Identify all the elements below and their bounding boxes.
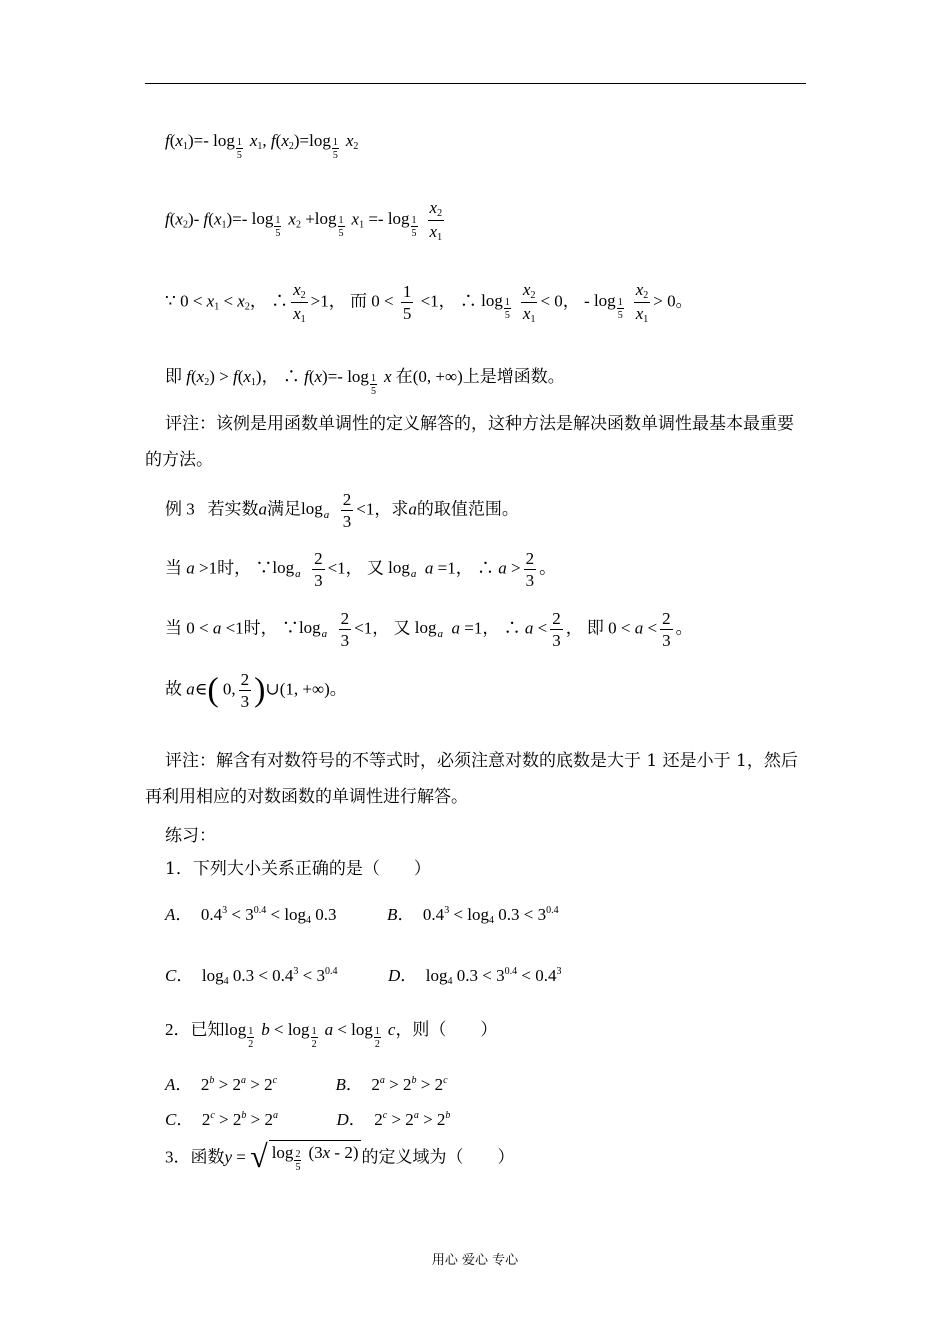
q1-options-ab: A． $0.4^3 < 3^{0.4} < \log_4 0.3$ B． $0.4^3 < \log_4 0.3 < 3^{0.4}$: [165, 905, 559, 926]
example-3: 例 3 若实数a满足log a $\frac{2}{3}$ <1，求a的取值范围。: [165, 490, 519, 531]
question-1: 1．下列大小关系正确的是（ ）: [165, 859, 431, 879]
question-3: 3．函数y = √ log 2 5 (3x - 2) 的定义域为（ ）: [165, 1140, 514, 1177]
q2-options-cd: C． $2^c > 2^b > 2^a$ D． $2^c > 2^a > 2^b$: [165, 1110, 451, 1129]
header-rule: [145, 83, 806, 84]
answer-range: 故 a∈( 0, $\frac{2}{3}$ )∪(1, +∞)。: [165, 670, 347, 711]
q1-options-cd: C． $\log_4 0.3 < 0.4^3 < 3^{0.4}$ D． $\log_4 0.3 < 3^{0.4} < 0.4^3$: [165, 966, 562, 987]
commentary-2: 评注：解含有对数符号的不等式时，必须注意对数的底数是大于 1 还是小于 1，然后再利用相应的对数函数的单调性进行解答。: [145, 751, 798, 807]
case-a-less-than-1: 当 0 < a <1时， ∵log a $\frac{2}{3}$ <1， 又 log a a =1， ∴ a < $\frac{2}{3}$ ， 即 0 < a < $\frac{2}{3}$ 。: [165, 609, 693, 650]
case-a-greater-than-1: 当 a >1时， ∵log a $\frac{2}{3}$ <1， 又 log a a =1， ∴ a > $\frac{2}{3}$ 。: [165, 549, 557, 590]
commentary-1: 评注：该例是用函数单调性的定义解答的，这种方法是解决函数单调性最基本最重要的方法。: [145, 414, 794, 470]
practice-heading: 练习：: [165, 826, 216, 846]
footer: 用心 爱心 专心: [431, 1253, 519, 1268]
equation-f-difference: $f(x_2)-$ $f(x_1)=-$ log 1 5 $x_2 +\log$ 1 5 $x_1 =- \log$ 1 5 $\frac{x_2}{x_1}$: [165, 198, 443, 243]
equation-f-values: $f(x_1)=-$ log 1 5 $x_1$, $f(x_2)=\log$ 1 5 $x_2$: [165, 131, 359, 161]
question-2: 2．已知log 1 2 b < log 1 2 a < log 1 2 c，则（ ）: [165, 1020, 498, 1050]
q2-options-ab: A． $2^b > 2^a > 2^c$ B． $2^a > 2^b > 2^c$: [165, 1075, 448, 1094]
equation-conclusion: 即 $f(x_2) > f(x_1)$， ∴ f(x)=- log 1 5 x 在(0, +∞)上是增函数。: [165, 367, 565, 397]
equation-because-therefore: ∵ $0 < x_1 < x_2$， ∴ $\frac{x_2}{x_1}$ >1， 而 0 < $\frac{1}{5}$ <1， ∴ log 1 5 $\frac{x_2}{x_1}$ < 0， - log 1 5 $\frac{x_2}{x_1}$ > 0。: [165, 280, 693, 325]
